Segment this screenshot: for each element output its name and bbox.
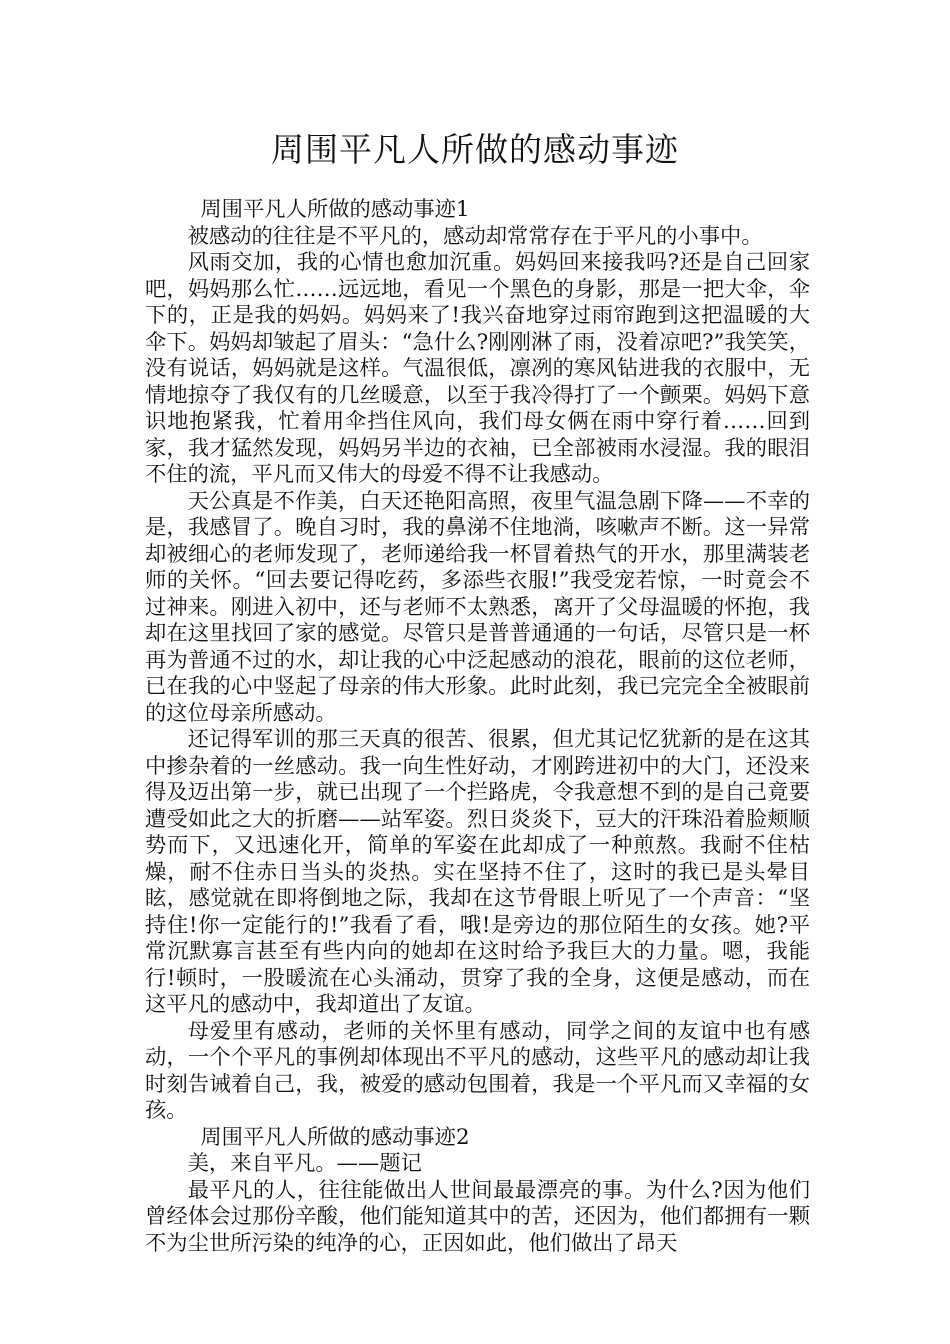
paragraph: 天公真是不作美，白天还艳阳高照，夜里气温急剧下降——不幸的是，我感冒了。晚自习时，我的鼻涕不住地淌，咳嗽声不断。这一异常却被细心的老师发现了，老师递给我一杯冒着热气的开水，那里满装老师的关怀。“回去要记得吃药，多添些衣服!”我受宠若惊，一时竟会不过神来。刚进入初中，还与老师不太熟悉，离开了父母温暖的怀抱，我却在这里找回了家的感觉。尽管只是普普通通的一句话，尽管只是一杯再为普通不过的水，却让我的心中泛起感动的浪花，眼前的这位老师，已在我的心中竖起了母亲的伟大形象。此时此刻，我已完完全全被眼前的这位母亲所感动。 [145,488,810,726]
document-title: 周围平凡人所做的感动事迹 [271,130,679,169]
paragraph: 被感动的往往是不平凡的，感动却常常存在于平凡的小事中。 [187,223,763,249]
section-heading: 周围平凡人所做的感动事迹1 [200,197,470,222]
paragraph: 最平凡的人，往往能做出人世间最最漂亮的事。为什么?因为他们曾经体会过那份辛酸，他们能知道其中的苦，还因为，他们都拥有一颗不为尘世所污染的纯净的心，正因如此，他们做出了昂天 [145,1177,810,1256]
paragraph: 母爱里有感动，老师的关怀里有感动，同学之间的友谊中也有感动，一个个平凡的事例却体现出不平凡的感动，这些平凡的感动却让我时刻告诫着自己，我，被爱的感动包围着，我是一个平凡而又幸福的女孩。 [145,1018,810,1123]
section-heading: 周围平凡人所做的感动事迹2 [200,1124,470,1150]
paragraph: 风雨交加，我的心情也愈加沉重。妈妈回来接我吗?还是自己回家吧，妈妈那么忙……远远地，看见一个黑色的身影，那是一把大伞，伞下的，正是我的妈妈。妈妈来了!我兴奋地穿过雨帘跑到这把温暖的大伞下。妈妈却皱起了眉头：“急什么?刚刚淋了雨，没着凉吧?”我笑笑，没有说话，妈妈就是这样。气温很低，凛冽的寒风钻进我的衣服中，无情地掠夺了我仅有的几丝暖意，以至于我冷得打了一个颤栗。妈妈下意识地抱紧我，忙着用伞挡住风向，我们母女俩在雨中穿行着……回到家，我才猛然发现，妈妈另半边的衣袖，已全部被雨水浸湿。我的眼泪不住的流，平凡而又伟大的母爱不得不让我感动。 [145,250,810,487]
epigraph: 美，来自平凡。——题记 [187,1151,422,1176]
document-body [145,197,810,1257]
paragraph: 还记得军训的那三天真的很苦、很累，但尤其记忆犹新的是在这其中掺杂着的一丝感动。我一向生性好动，才刚跨进初中的大门，还没来得及迈出第一步，就已出现了一个拦路虎，令我意想不到的是自己竟要遭受如此之大的折磨——站军姿。烈日炎炎下，豆大的汗珠沿着脸颊顺势而下，又迅速化开，简单的军姿在此却成了一种煎熬。我耐不住枯燥，耐不住赤日当头的炎热。实在坚持不住了，这时的我已是头晕目眩，感觉就在即将倒地之际，我却在这节骨眼上听见了一个声音：“坚持住!你一定能行的!”我看了看，哦!是旁边的那位陌生的女孩。她?平常沉默寡言甚至有些内向的她却在这时给予我巨大的力量。嗯，我能行!顿时，一股暖流在心头涌动，贯穿了我的全身，这便是感动，而在这平凡的感动中，我却道出了友谊。 [145,727,810,1017]
